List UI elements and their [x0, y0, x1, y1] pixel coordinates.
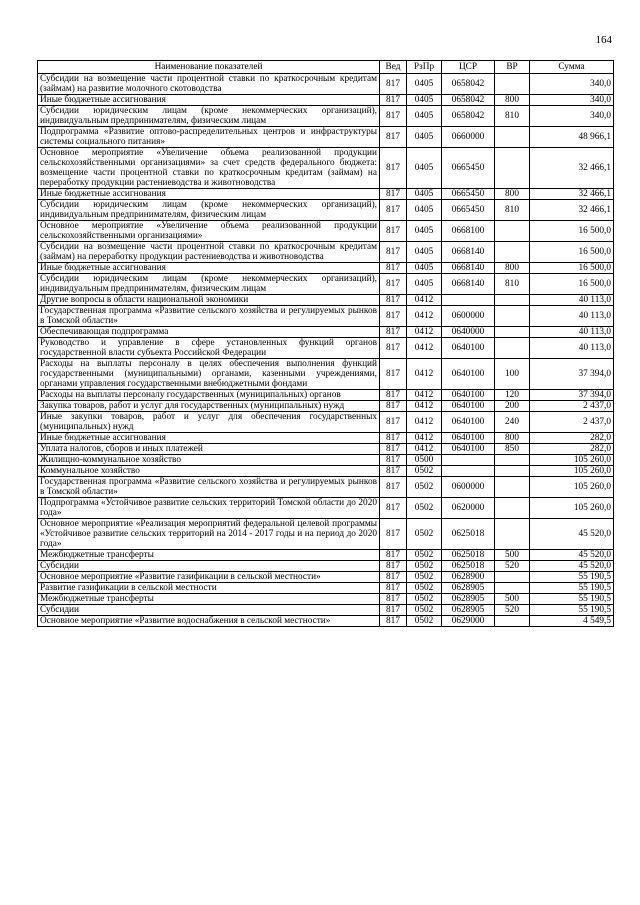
cell-rzpr: 0405: [407, 106, 442, 127]
cell-rzpr: 0405: [407, 95, 442, 106]
cell-rzpr: 0412: [407, 390, 442, 401]
cell-name: Основное мероприятие «Реализация мероприятий федеральной целевой программы «Устойчивое развитие сельских территорий на 2014 - 2017 годы и на период до 2020 года»: [38, 519, 380, 550]
cell-csr: 0640100: [442, 338, 495, 359]
cell-ved: 817: [380, 477, 407, 498]
table-row: [38, 412, 614, 433]
cell-csr: 0628905: [442, 583, 495, 594]
cell-vr: 200: [495, 401, 530, 412]
table-row: [38, 148, 614, 189]
cell-name: Руководство и управление в сфере установленных функций органов государственной власти субъекта Российской Федерации: [38, 338, 380, 359]
cell-rzpr: 0405: [407, 242, 442, 263]
cell-name: Уплата налогов, сборов и иных платежей: [38, 444, 380, 455]
cell-rzpr: 0412: [407, 359, 442, 390]
cell-csr: [442, 466, 495, 477]
cell-ved: 817: [380, 148, 407, 189]
cell-name: Иные бюджетные ассигнования: [38, 263, 380, 274]
budget-table: [37, 60, 614, 627]
cell-sum: 2 437,0: [530, 412, 614, 433]
cell-name: Обеспечивающая подпрограмма: [38, 327, 380, 338]
cell-rzpr: 0405: [407, 200, 442, 221]
cell-ved: 817: [380, 433, 407, 444]
cell-rzpr: 0412: [407, 444, 442, 455]
cell-sum: 16 500,0: [530, 242, 614, 263]
cell-ved: 817: [380, 444, 407, 455]
cell-vr: [495, 221, 530, 242]
cell-sum: 16 500,0: [530, 263, 614, 274]
cell-sum: 282,0: [530, 444, 614, 455]
table-row: [38, 466, 614, 477]
cell-rzpr: 0405: [407, 274, 442, 295]
cell-sum: 40 113,0: [530, 295, 614, 306]
table-row: [38, 550, 614, 561]
cell-ved: 817: [380, 274, 407, 295]
table-row: [38, 444, 614, 455]
cell-vr: [495, 572, 530, 583]
cell-sum: 16 500,0: [530, 221, 614, 242]
cell-name: Жилищно-коммунальное хозяйство: [38, 455, 380, 466]
cell-vr: [495, 127, 530, 148]
cell-vr: [495, 74, 530, 95]
cell-rzpr: 0412: [407, 433, 442, 444]
cell-csr: 0640100: [442, 444, 495, 455]
cell-rzpr: 0502: [407, 605, 442, 616]
table-row: [38, 189, 614, 200]
table-row: [38, 295, 614, 306]
table-row: [38, 359, 614, 390]
cell-vr: [495, 455, 530, 466]
table-row: [38, 498, 614, 519]
header-ved: Вед: [380, 61, 407, 74]
cell-name: Субсидии юридическим лицам (кроме некоммерческих организаций), индивидуальным предпринимателям, физическим лицам: [38, 274, 380, 295]
cell-csr: 0665450: [442, 189, 495, 200]
cell-ved: 817: [380, 390, 407, 401]
cell-csr: 0658042: [442, 74, 495, 95]
table-row: [38, 200, 614, 221]
cell-name: Субсидии юридическим лицам (кроме некоммерческих организаций), индивидуальным предпринимателям, физическим лицам: [38, 200, 380, 221]
cell-rzpr: 0412: [407, 295, 442, 306]
cell-name: Расходы на выплаты персоналу в целях обеспечения выполнения функций государственными (муниципальными) органами, казенными учреждениями, органами управления государственными внебюджетными фондами: [38, 359, 380, 390]
cell-csr: 0625018: [442, 550, 495, 561]
table-row: [38, 274, 614, 295]
cell-rzpr: 0412: [407, 327, 442, 338]
cell-rzpr: 0502: [407, 519, 442, 550]
cell-ved: 817: [380, 583, 407, 594]
table-row: [38, 338, 614, 359]
cell-ved: 817: [380, 572, 407, 583]
cell-sum: 105 260,0: [530, 455, 614, 466]
cell-sum: 32 466,1: [530, 200, 614, 221]
table-row: [38, 594, 614, 605]
cell-sum: 340,0: [530, 106, 614, 127]
table-row: [38, 95, 614, 106]
cell-name: Иные бюджетные ассигнования: [38, 189, 380, 200]
cell-sum: 340,0: [530, 74, 614, 95]
cell-vr: [495, 466, 530, 477]
table-row: [38, 327, 614, 338]
cell-sum: 40 113,0: [530, 338, 614, 359]
cell-sum: 55 190,5: [530, 605, 614, 616]
cell-vr: [495, 616, 530, 627]
cell-ved: 817: [380, 561, 407, 572]
table-row: [38, 519, 614, 550]
cell-ved: 817: [380, 306, 407, 327]
cell-csr: 0640100: [442, 412, 495, 433]
cell-sum: 37 394,0: [530, 390, 614, 401]
cell-vr: 800: [495, 433, 530, 444]
cell-name: Государственная программа «Развитие сельского хозяйства и регулируемых рынков в Томской области»: [38, 306, 380, 327]
cell-rzpr: 0405: [407, 74, 442, 95]
header-row: [38, 61, 614, 74]
cell-sum: 55 190,5: [530, 583, 614, 594]
cell-name: Расходы на выплаты персоналу государственных (муниципальных) органов: [38, 390, 380, 401]
cell-name: Субсидии юридическим лицам (кроме некоммерческих организаций), индивидуальным предпринимателям, физическим лицам: [38, 106, 380, 127]
cell-sum: 55 190,5: [530, 572, 614, 583]
cell-sum: 40 113,0: [530, 327, 614, 338]
cell-sum: 2 437,0: [530, 401, 614, 412]
cell-csr: 0658042: [442, 95, 495, 106]
cell-rzpr: 0502: [407, 561, 442, 572]
cell-ved: 817: [380, 200, 407, 221]
cell-sum: 4 549,5: [530, 616, 614, 627]
cell-ved: 817: [380, 338, 407, 359]
cell-name: Подпрограмма «Устойчивое развитие сельских территорий Томской области до 2020 года»: [38, 498, 380, 519]
cell-vr: 850: [495, 444, 530, 455]
cell-csr: 0668100: [442, 221, 495, 242]
cell-sum: 16 500,0: [530, 274, 614, 295]
cell-sum: 32 466,1: [530, 148, 614, 189]
table-row: [38, 106, 614, 127]
cell-sum: 105 260,0: [530, 477, 614, 498]
table-row: [38, 605, 614, 616]
cell-vr: 800: [495, 95, 530, 106]
cell-rzpr: 0405: [407, 127, 442, 148]
cell-ved: 817: [380, 594, 407, 605]
cell-rzpr: 0502: [407, 477, 442, 498]
cell-rzpr: 0502: [407, 594, 442, 605]
cell-name: Межбюджетные трансферты: [38, 550, 380, 561]
cell-ved: 817: [380, 127, 407, 148]
cell-vr: 810: [495, 106, 530, 127]
table-row: [38, 401, 614, 412]
cell-ved: 817: [380, 466, 407, 477]
cell-csr: [442, 455, 495, 466]
cell-vr: [495, 148, 530, 189]
cell-vr: 800: [495, 263, 530, 274]
cell-csr: 0600000: [442, 306, 495, 327]
cell-ved: 817: [380, 295, 407, 306]
cell-vr: [495, 242, 530, 263]
cell-ved: 817: [380, 189, 407, 200]
cell-name: Субсидии на возмещение части процентной ставки по краткосрочным кредитам (займам) на переработку продукции растениеводства и животноводства: [38, 242, 380, 263]
cell-vr: 520: [495, 561, 530, 572]
cell-csr: 0625018: [442, 519, 495, 550]
cell-sum: 45 520,0: [530, 561, 614, 572]
cell-vr: [495, 583, 530, 594]
cell-ved: 817: [380, 221, 407, 242]
cell-vr: [495, 327, 530, 338]
table-row: [38, 74, 614, 95]
cell-ved: 817: [380, 550, 407, 561]
cell-ved: 817: [380, 263, 407, 274]
header-vr: ВР: [495, 61, 530, 74]
cell-ved: 817: [380, 401, 407, 412]
cell-vr: [495, 477, 530, 498]
cell-vr: [495, 338, 530, 359]
cell-sum: 48 966,1: [530, 127, 614, 148]
cell-vr: 500: [495, 550, 530, 561]
cell-csr: 0665450: [442, 148, 495, 189]
cell-name: Иные закупки товаров, работ и услуг для обеспечения государственных (муниципальных) нужд: [38, 412, 380, 433]
table-row: [38, 242, 614, 263]
cell-csr: 0628905: [442, 605, 495, 616]
cell-ved: 817: [380, 327, 407, 338]
cell-name: Субсидии на возмещение части процентной ставки по краткосрочным кредитам (займам) на развитие молочного скотоводства: [38, 74, 380, 95]
cell-csr: 0640000: [442, 327, 495, 338]
cell-name: Иные бюджетные ассигнования: [38, 433, 380, 444]
table-body: [38, 74, 614, 627]
cell-rzpr: 0412: [407, 306, 442, 327]
cell-vr: 810: [495, 274, 530, 295]
cell-ved: 817: [380, 616, 407, 627]
cell-vr: 520: [495, 605, 530, 616]
cell-vr: 240: [495, 412, 530, 433]
cell-csr: 0668140: [442, 263, 495, 274]
table-row: [38, 127, 614, 148]
cell-ved: 817: [380, 74, 407, 95]
table-row: [38, 477, 614, 498]
cell-ved: 817: [380, 95, 407, 106]
cell-ved: 817: [380, 455, 407, 466]
cell-rzpr: 0502: [407, 572, 442, 583]
cell-sum: 105 260,0: [530, 498, 614, 519]
cell-name: Основное мероприятие «Развитие водоснабжения в сельской местности»: [38, 616, 380, 627]
cell-csr: 0629000: [442, 616, 495, 627]
cell-rzpr: 0405: [407, 221, 442, 242]
cell-vr: [495, 306, 530, 327]
cell-csr: 0628900: [442, 572, 495, 583]
cell-rzpr: 0500: [407, 455, 442, 466]
cell-csr: 0658042: [442, 106, 495, 127]
cell-ved: 817: [380, 412, 407, 433]
cell-rzpr: 0405: [407, 189, 442, 200]
cell-rzpr: 0502: [407, 616, 442, 627]
table-row: [38, 390, 614, 401]
cell-vr: 100: [495, 359, 530, 390]
cell-csr: 0625018: [442, 561, 495, 572]
cell-name: Развитие газификации в сельской местности: [38, 583, 380, 594]
cell-rzpr: 0405: [407, 263, 442, 274]
cell-sum: 282,0: [530, 433, 614, 444]
cell-ved: 817: [380, 498, 407, 519]
cell-name: Основное мероприятие «Увеличение объема реализованной продукции сельскохозяйственными организациями»: [38, 221, 380, 242]
cell-csr: 0668140: [442, 242, 495, 263]
cell-vr: [495, 498, 530, 519]
cell-rzpr: 0502: [407, 583, 442, 594]
table-row: [38, 583, 614, 594]
cell-csr: 0640100: [442, 359, 495, 390]
cell-ved: 817: [380, 359, 407, 390]
cell-ved: 817: [380, 519, 407, 550]
cell-vr: 500: [495, 594, 530, 605]
cell-vr: 120: [495, 390, 530, 401]
header-sum: Сумма: [530, 61, 614, 74]
cell-vr: [495, 519, 530, 550]
cell-rzpr: 0412: [407, 412, 442, 433]
cell-name: Основное мероприятие «Развитие газификации в сельской местности»: [38, 572, 380, 583]
cell-ved: 817: [380, 106, 407, 127]
cell-csr: 0640100: [442, 401, 495, 412]
cell-name: Межбюджетные трансферты: [38, 594, 380, 605]
cell-rzpr: 0405: [407, 148, 442, 189]
cell-csr: 0600000: [442, 477, 495, 498]
cell-csr: 0660000: [442, 127, 495, 148]
cell-name: Закупка товаров, работ и услуг для государственных (муниципальных) нужд: [38, 401, 380, 412]
cell-name: Другие вопросы в области национальной экономики: [38, 295, 380, 306]
cell-rzpr: 0502: [407, 550, 442, 561]
cell-csr: 0668140: [442, 274, 495, 295]
cell-rzpr: 0412: [407, 338, 442, 359]
cell-name: Субсидии: [38, 561, 380, 572]
cell-vr: [495, 295, 530, 306]
table-row: [38, 616, 614, 627]
table-row: [38, 433, 614, 444]
cell-ved: 817: [380, 605, 407, 616]
cell-sum: 340,0: [530, 95, 614, 106]
cell-rzpr: 0502: [407, 466, 442, 477]
header-csr: ЦСР: [442, 61, 495, 74]
cell-sum: 45 520,0: [530, 519, 614, 550]
cell-csr: [442, 295, 495, 306]
header-name: Наименование показателей: [38, 61, 380, 74]
cell-name: Подпрограмма «Развитие оптово-распределительных центров и инфраструктуры системы социального питания»: [38, 127, 380, 148]
cell-name: Основное мероприятие «Увеличение объема реализованной продукции сельскохозяйственными организациями» за счет средств федерального бюджета: возмещение части процентной ставки по краткосрочным кредитам (займам) на переработку продукции растениеводства и животноводства: [38, 148, 380, 189]
table-row: [38, 455, 614, 466]
cell-name: Коммунальное хозяйство: [38, 466, 380, 477]
cell-sum: 40 113,0: [530, 306, 614, 327]
table-row: [38, 306, 614, 327]
cell-csr: 0665450: [442, 200, 495, 221]
cell-rzpr: 0412: [407, 401, 442, 412]
cell-vr: 800: [495, 189, 530, 200]
table-row: [38, 263, 614, 274]
table-row: [38, 561, 614, 572]
table-row: [38, 221, 614, 242]
page-number: 164: [595, 34, 612, 46]
cell-sum: 105 260,0: [530, 466, 614, 477]
cell-name: Иные бюджетные ассигнования: [38, 95, 380, 106]
table-row: [38, 572, 614, 583]
cell-sum: 37 394,0: [530, 359, 614, 390]
cell-sum: 32 466,1: [530, 189, 614, 200]
cell-vr: 810: [495, 200, 530, 221]
cell-name: Государственная программа «Развитие сельского хозяйства и регулируемых рынков в Томской области»: [38, 477, 380, 498]
cell-ved: 817: [380, 242, 407, 263]
cell-rzpr: 0502: [407, 498, 442, 519]
cell-sum: 45 520,0: [530, 550, 614, 561]
cell-csr: 0640100: [442, 390, 495, 401]
cell-csr: 0640100: [442, 433, 495, 444]
cell-sum: 55 190,5: [530, 594, 614, 605]
cell-csr: 0628905: [442, 594, 495, 605]
header-rzpr: РзПр: [407, 61, 442, 74]
cell-csr: 0620000: [442, 498, 495, 519]
table-header: [38, 61, 614, 74]
cell-name: Субсидии: [38, 605, 380, 616]
